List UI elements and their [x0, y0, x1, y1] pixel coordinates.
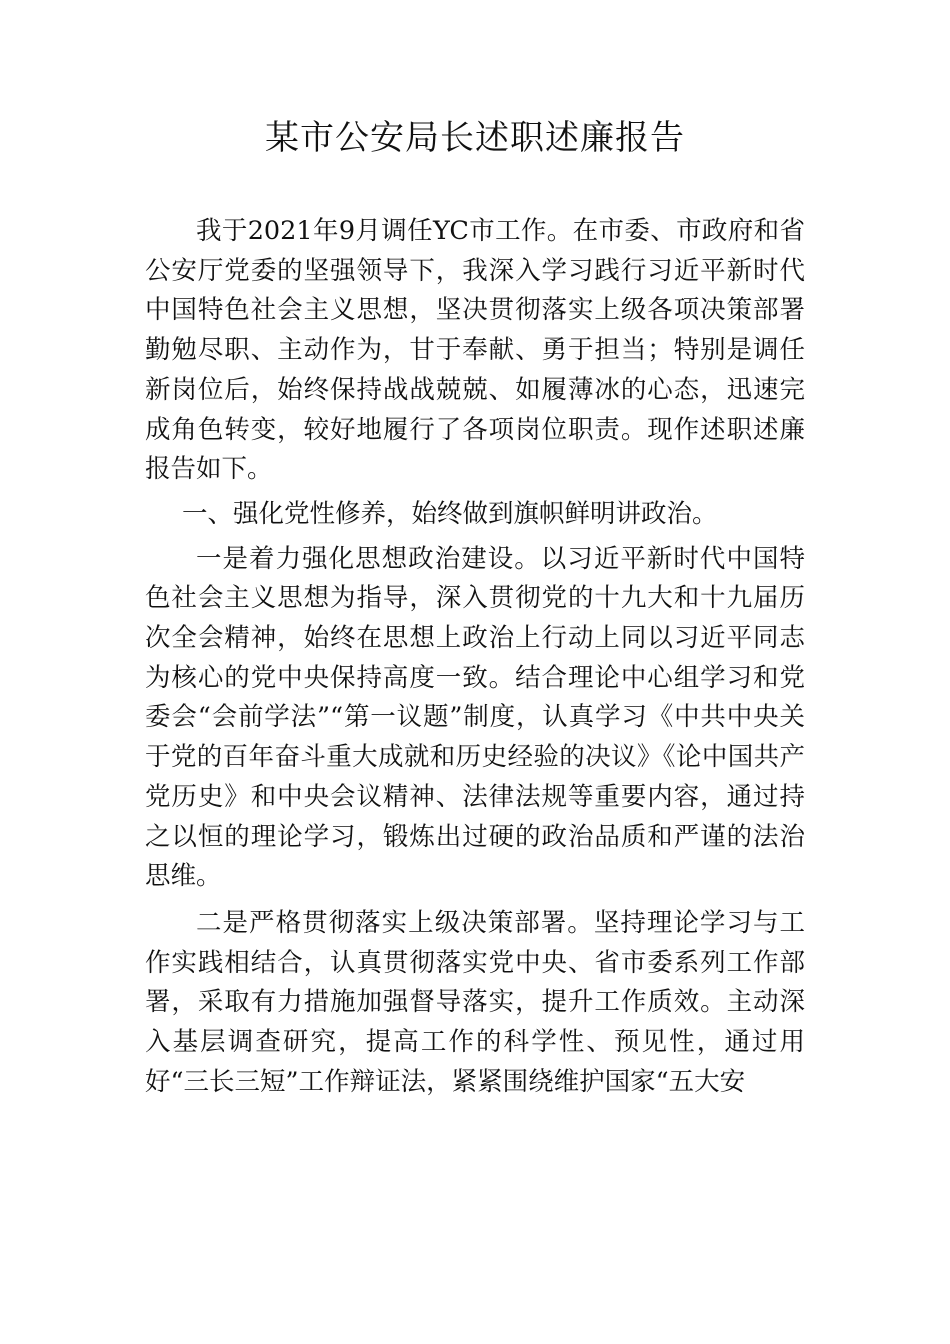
document-body	[145, 212, 805, 1102]
section-heading-1: 一、强化党性修养，始终做到旗帜鲜明讲政治。	[181, 498, 718, 529]
intro-paragraph: 我于2021年9月调任YC市工作。在市委、市政府和省公安厅党委的坚强领导下，我深入学习践行习近平新时代中国特色社会主义思想，坚决贯彻落实上级各项决策部署勤勉尽职、主动作为，甘于奉献、勇于担当；特别是调任新岗位后，始终保持战战兢兢、如履薄冰的心态，迅速完成角色转变，较好地履行了各项岗位职责。现作述职述廉报告如下。	[145, 216, 805, 485]
document-title: 某市公安局长述职述廉报告	[265, 118, 685, 158]
paragraph-implement-decisions: 二是严格贯彻落实上级决策部署。坚持理论学习与工作实践相结合，认真贯彻落实党中央、省市委系列工作部署，采取有力措施加强督导落实，提升工作质效。主动深入基层调查研究，提高工作的科学性、预见性，通过用好“三长三短”工作辩证法，紧紧围绕维护国家“五大安	[145, 907, 805, 1097]
paragraph-political-building: 一是着力强化思想政治建设。以习近平新时代中国特色社会主义思想为指导，深入贯彻党的十九大和十九届历次全会精神，始终在思想上政治上行动上同以习近平同志为核心的党中央保持高度一致。结合理论中心组学习和党委会“会前学法”“第一议题”制度，认真学习《中共中央关于党的百年奋斗重大成就和历史经验的决议》《论中国共产党历史》和中央会议精神、法律法规等重要内容，通过持之以恒的理论学习，锻炼出过硬的政治品质和严谨的法治思维。	[145, 543, 805, 892]
